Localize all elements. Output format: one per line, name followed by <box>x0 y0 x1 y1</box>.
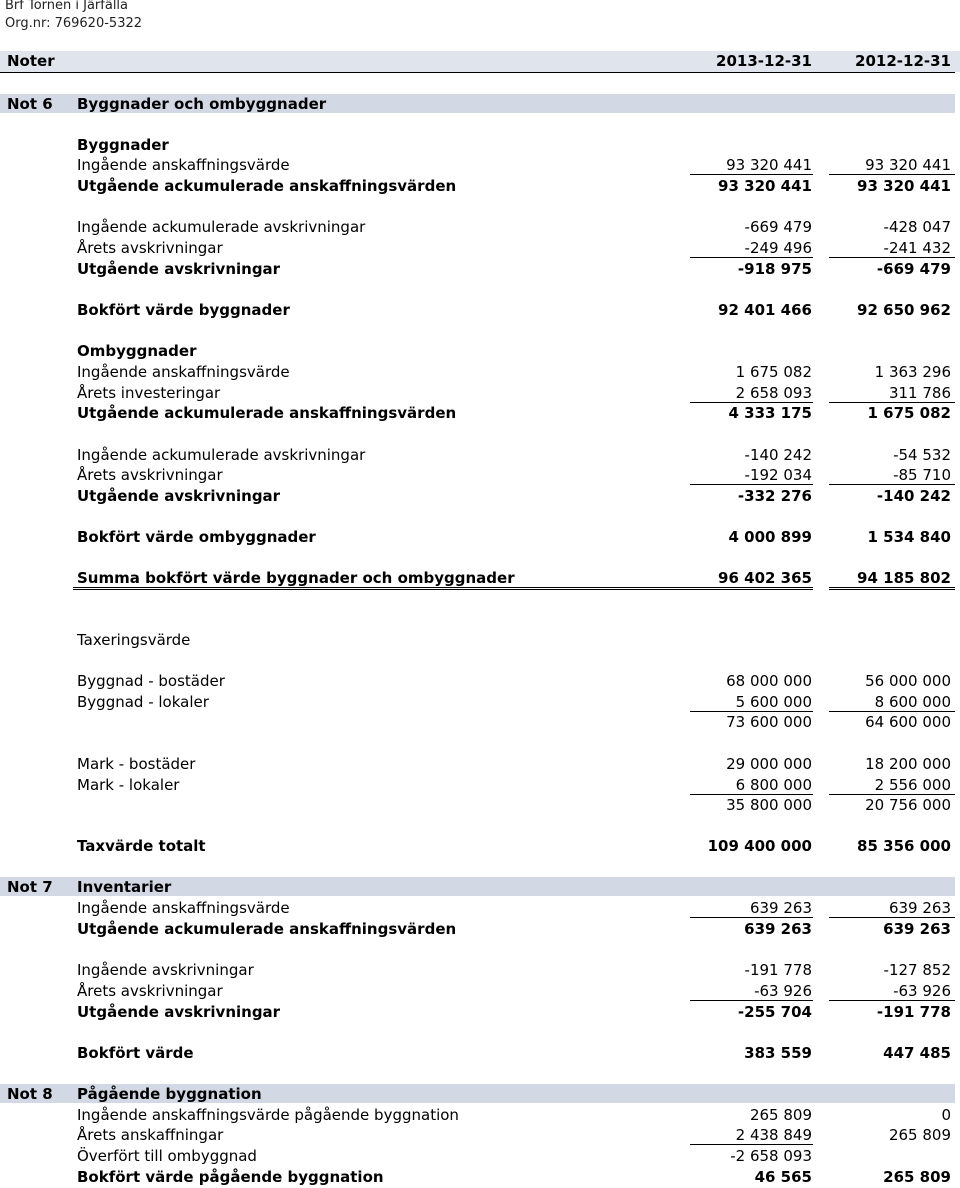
table-row <box>0 362 960 382</box>
row-label: Ingående anskaffningsvärde pågående byggnation <box>77 1106 459 1124</box>
value-2012: -428 047 <box>883 218 951 236</box>
sum-underline <box>829 174 955 175</box>
value-2012: -669 479 <box>876 260 951 278</box>
value-2013: 2 438 849 <box>735 1126 812 1144</box>
table-row <box>0 486 960 506</box>
table-row <box>0 754 960 774</box>
row-label: Ingående ackumulerade avskrivningar <box>77 446 366 464</box>
row-label: Årets avskrivningar <box>77 982 223 1000</box>
table-row <box>0 1105 960 1125</box>
row-label: Utgående ackumulerade anskaffningsvärden <box>77 177 457 195</box>
value-2013: 92 401 466 <box>718 301 812 319</box>
value-2012: 18 200 000 <box>865 755 951 773</box>
table-row <box>0 898 960 918</box>
value-2012: 94 185 802 <box>857 569 951 587</box>
value-2013: 639 263 <box>744 920 812 938</box>
value-2012: -127 852 <box>883 961 951 979</box>
table-row <box>0 775 960 795</box>
value-2012: 2 556 000 <box>874 776 951 794</box>
row-label: Bokfört värde byggnader <box>77 301 290 319</box>
row-label: Summa bokfört värde byggnader och ombyggnader <box>77 569 515 587</box>
row-label: Byggnad - bostäder <box>77 672 225 690</box>
column-2012-heading: 2012-12-31 <box>855 52 951 70</box>
value-2012: -241 432 <box>883 239 951 257</box>
value-2013: -192 034 <box>744 466 812 484</box>
table-row <box>0 1125 960 1145</box>
value-2013: 5 600 000 <box>735 693 812 711</box>
row-label: Mark - lokaler <box>77 776 180 794</box>
table-header <box>0 51 960 72</box>
value-2012: 0 <box>941 1106 951 1124</box>
row-label: Bokfört värde <box>77 1044 194 1062</box>
row-label: Ingående ackumulerade avskrivningar <box>77 218 366 236</box>
row-label: Byggnader och ombyggnader <box>77 95 327 113</box>
table-row <box>0 671 960 691</box>
sum-underline <box>829 1000 955 1001</box>
table-row <box>0 981 960 1001</box>
row-label: Utgående ackumulerade anskaffningsvärden <box>77 920 457 938</box>
value-2012: 639 263 <box>883 920 951 938</box>
table-row <box>0 919 960 939</box>
value-2013: 35 800 000 <box>726 796 812 814</box>
value-2013: -191 778 <box>744 961 812 979</box>
sum-underline <box>690 1144 813 1145</box>
value-2013: 93 320 441 <box>726 156 812 174</box>
row-label: Byggnader <box>77 136 169 154</box>
value-2012: -63 926 <box>893 982 951 1000</box>
note-number: Not 6 <box>7 95 53 113</box>
value-2013: -249 496 <box>744 239 812 257</box>
table-row <box>0 692 960 712</box>
value-2012: 639 263 <box>888 899 951 917</box>
value-2013: 96 402 365 <box>718 569 812 587</box>
row-label: Överfört till ombyggnad <box>77 1147 257 1165</box>
row-label: Utgående avskrivningar <box>77 260 281 278</box>
value-2013: 109 400 000 <box>707 837 812 855</box>
table-row <box>0 155 960 175</box>
sum-underline <box>829 257 955 258</box>
row-label: Årets anskaffningar <box>77 1126 224 1144</box>
note-heading-row <box>0 94 960 114</box>
table-row <box>0 527 960 547</box>
row-label: Utgående avskrivningar <box>77 487 281 505</box>
value-2013: 6 800 000 <box>735 776 812 794</box>
table-row <box>0 135 960 155</box>
value-2012: -191 778 <box>876 1003 951 1021</box>
row-label: Ingående avskrivningar <box>77 961 254 979</box>
row-label: Inventarier <box>77 878 172 896</box>
sum-underline <box>829 484 955 485</box>
value-2013: 265 809 <box>749 1106 812 1124</box>
value-2012: -85 710 <box>893 466 951 484</box>
value-2013: 73 600 000 <box>726 713 812 731</box>
row-label: Pågående byggnation <box>77 1085 262 1103</box>
table-row <box>0 1002 960 1022</box>
value-2012: 8 600 000 <box>874 693 951 711</box>
value-2013: 2 658 093 <box>735 384 812 402</box>
table-row <box>0 217 960 237</box>
row-label: Ingående anskaffningsvärde <box>77 363 290 381</box>
value-2012: 93 320 441 <box>865 156 951 174</box>
value-2013: -140 242 <box>744 446 812 464</box>
value-2012: 311 786 <box>888 384 951 402</box>
note-heading-row <box>0 877 960 897</box>
table-row <box>0 341 960 361</box>
sum-underline <box>690 174 813 175</box>
row-label: Utgående ackumulerade anskaffningsvärden <box>77 404 457 422</box>
value-2013: -255 704 <box>737 1003 812 1021</box>
table-row <box>0 568 960 588</box>
row-label: Bokfört värde pågående byggnation <box>77 1168 384 1186</box>
double-underline <box>73 587 690 590</box>
value-2012: 20 756 000 <box>865 796 951 814</box>
value-2013: 1 675 082 <box>735 363 812 381</box>
value-2013: -332 276 <box>737 487 812 505</box>
value-2012: 1 675 082 <box>867 404 951 422</box>
sum-underline <box>690 257 813 258</box>
table-row <box>0 259 960 279</box>
sum-underline <box>690 484 813 485</box>
value-2012: 1 363 296 <box>874 363 951 381</box>
value-2012: 85 356 000 <box>857 837 951 855</box>
table-row <box>0 176 960 196</box>
note-number: Not 8 <box>7 1085 53 1103</box>
value-2013: 4 000 899 <box>728 528 812 546</box>
value-2012: -140 242 <box>876 487 951 505</box>
value-2013: 383 559 <box>744 1044 812 1062</box>
table-row <box>0 403 960 423</box>
value-2013: 46 565 <box>754 1168 812 1186</box>
row-label: Byggnad - lokaler <box>77 693 209 711</box>
value-2012: 1 534 840 <box>867 528 951 546</box>
value-2013: -918 975 <box>737 260 812 278</box>
table-row <box>0 300 960 320</box>
row-label: Ombyggnader <box>77 342 197 360</box>
org-name: Brf Tornen i Järfälla <box>5 0 129 13</box>
table-row <box>0 960 960 980</box>
table-row <box>0 1167 960 1187</box>
value-2012: 93 320 441 <box>857 177 951 195</box>
value-2012: 56 000 000 <box>865 672 951 690</box>
value-2013: 68 000 000 <box>726 672 812 690</box>
value-2013: 29 000 000 <box>726 755 812 773</box>
table-row <box>0 1043 960 1063</box>
value-2012: 265 809 <box>888 1126 951 1144</box>
row-label: Årets investeringar <box>77 384 221 402</box>
sum-underline <box>690 1000 813 1001</box>
table-row <box>0 465 960 485</box>
row-label: Taxeringsvärde <box>77 631 191 649</box>
table-row <box>0 238 960 258</box>
value-2013: 93 320 441 <box>718 177 812 195</box>
row-label: Ingående anskaffningsvärde <box>77 899 290 917</box>
row-label: Bokfört värde ombyggnader <box>77 528 316 546</box>
table-row <box>0 383 960 403</box>
row-label: Taxvärde totalt <box>77 837 206 855</box>
value-2012: 92 650 962 <box>857 301 951 319</box>
note-heading-row <box>0 1084 960 1104</box>
note-number: Not 7 <box>7 878 53 896</box>
value-2013: -2 658 093 <box>730 1147 812 1165</box>
sum-underline <box>829 917 955 918</box>
value-2013: -669 479 <box>744 218 812 236</box>
table-row <box>0 1146 960 1166</box>
row-label: Årets avskrivningar <box>77 239 223 257</box>
sum-underline <box>690 917 813 918</box>
table-row <box>0 630 960 650</box>
value-2012: 447 485 <box>883 1044 951 1062</box>
noter-heading: Noter <box>7 52 55 70</box>
row-label: Årets avskrivningar <box>77 466 223 484</box>
table-row <box>0 445 960 465</box>
value-2012: -54 532 <box>893 446 951 464</box>
value-2013: 4 333 175 <box>728 404 812 422</box>
value-2012: 64 600 000 <box>865 713 951 731</box>
table-row <box>0 712 960 732</box>
value-2012: 265 809 <box>883 1168 951 1186</box>
value-2013: 639 263 <box>749 899 812 917</box>
column-2013-heading: 2013-12-31 <box>716 52 812 70</box>
double-underline <box>690 587 813 590</box>
row-label: Utgående avskrivningar <box>77 1003 281 1021</box>
double-underline <box>829 587 955 590</box>
table-row <box>0 836 960 856</box>
value-2013: -63 926 <box>754 982 812 1000</box>
header-underline <box>0 72 955 73</box>
table-row <box>0 795 960 815</box>
row-label: Mark - bostäder <box>77 755 196 773</box>
row-label: Ingående anskaffningsvärde <box>77 156 290 174</box>
org-number: Org.nr: 769620-5322 <box>5 16 143 31</box>
